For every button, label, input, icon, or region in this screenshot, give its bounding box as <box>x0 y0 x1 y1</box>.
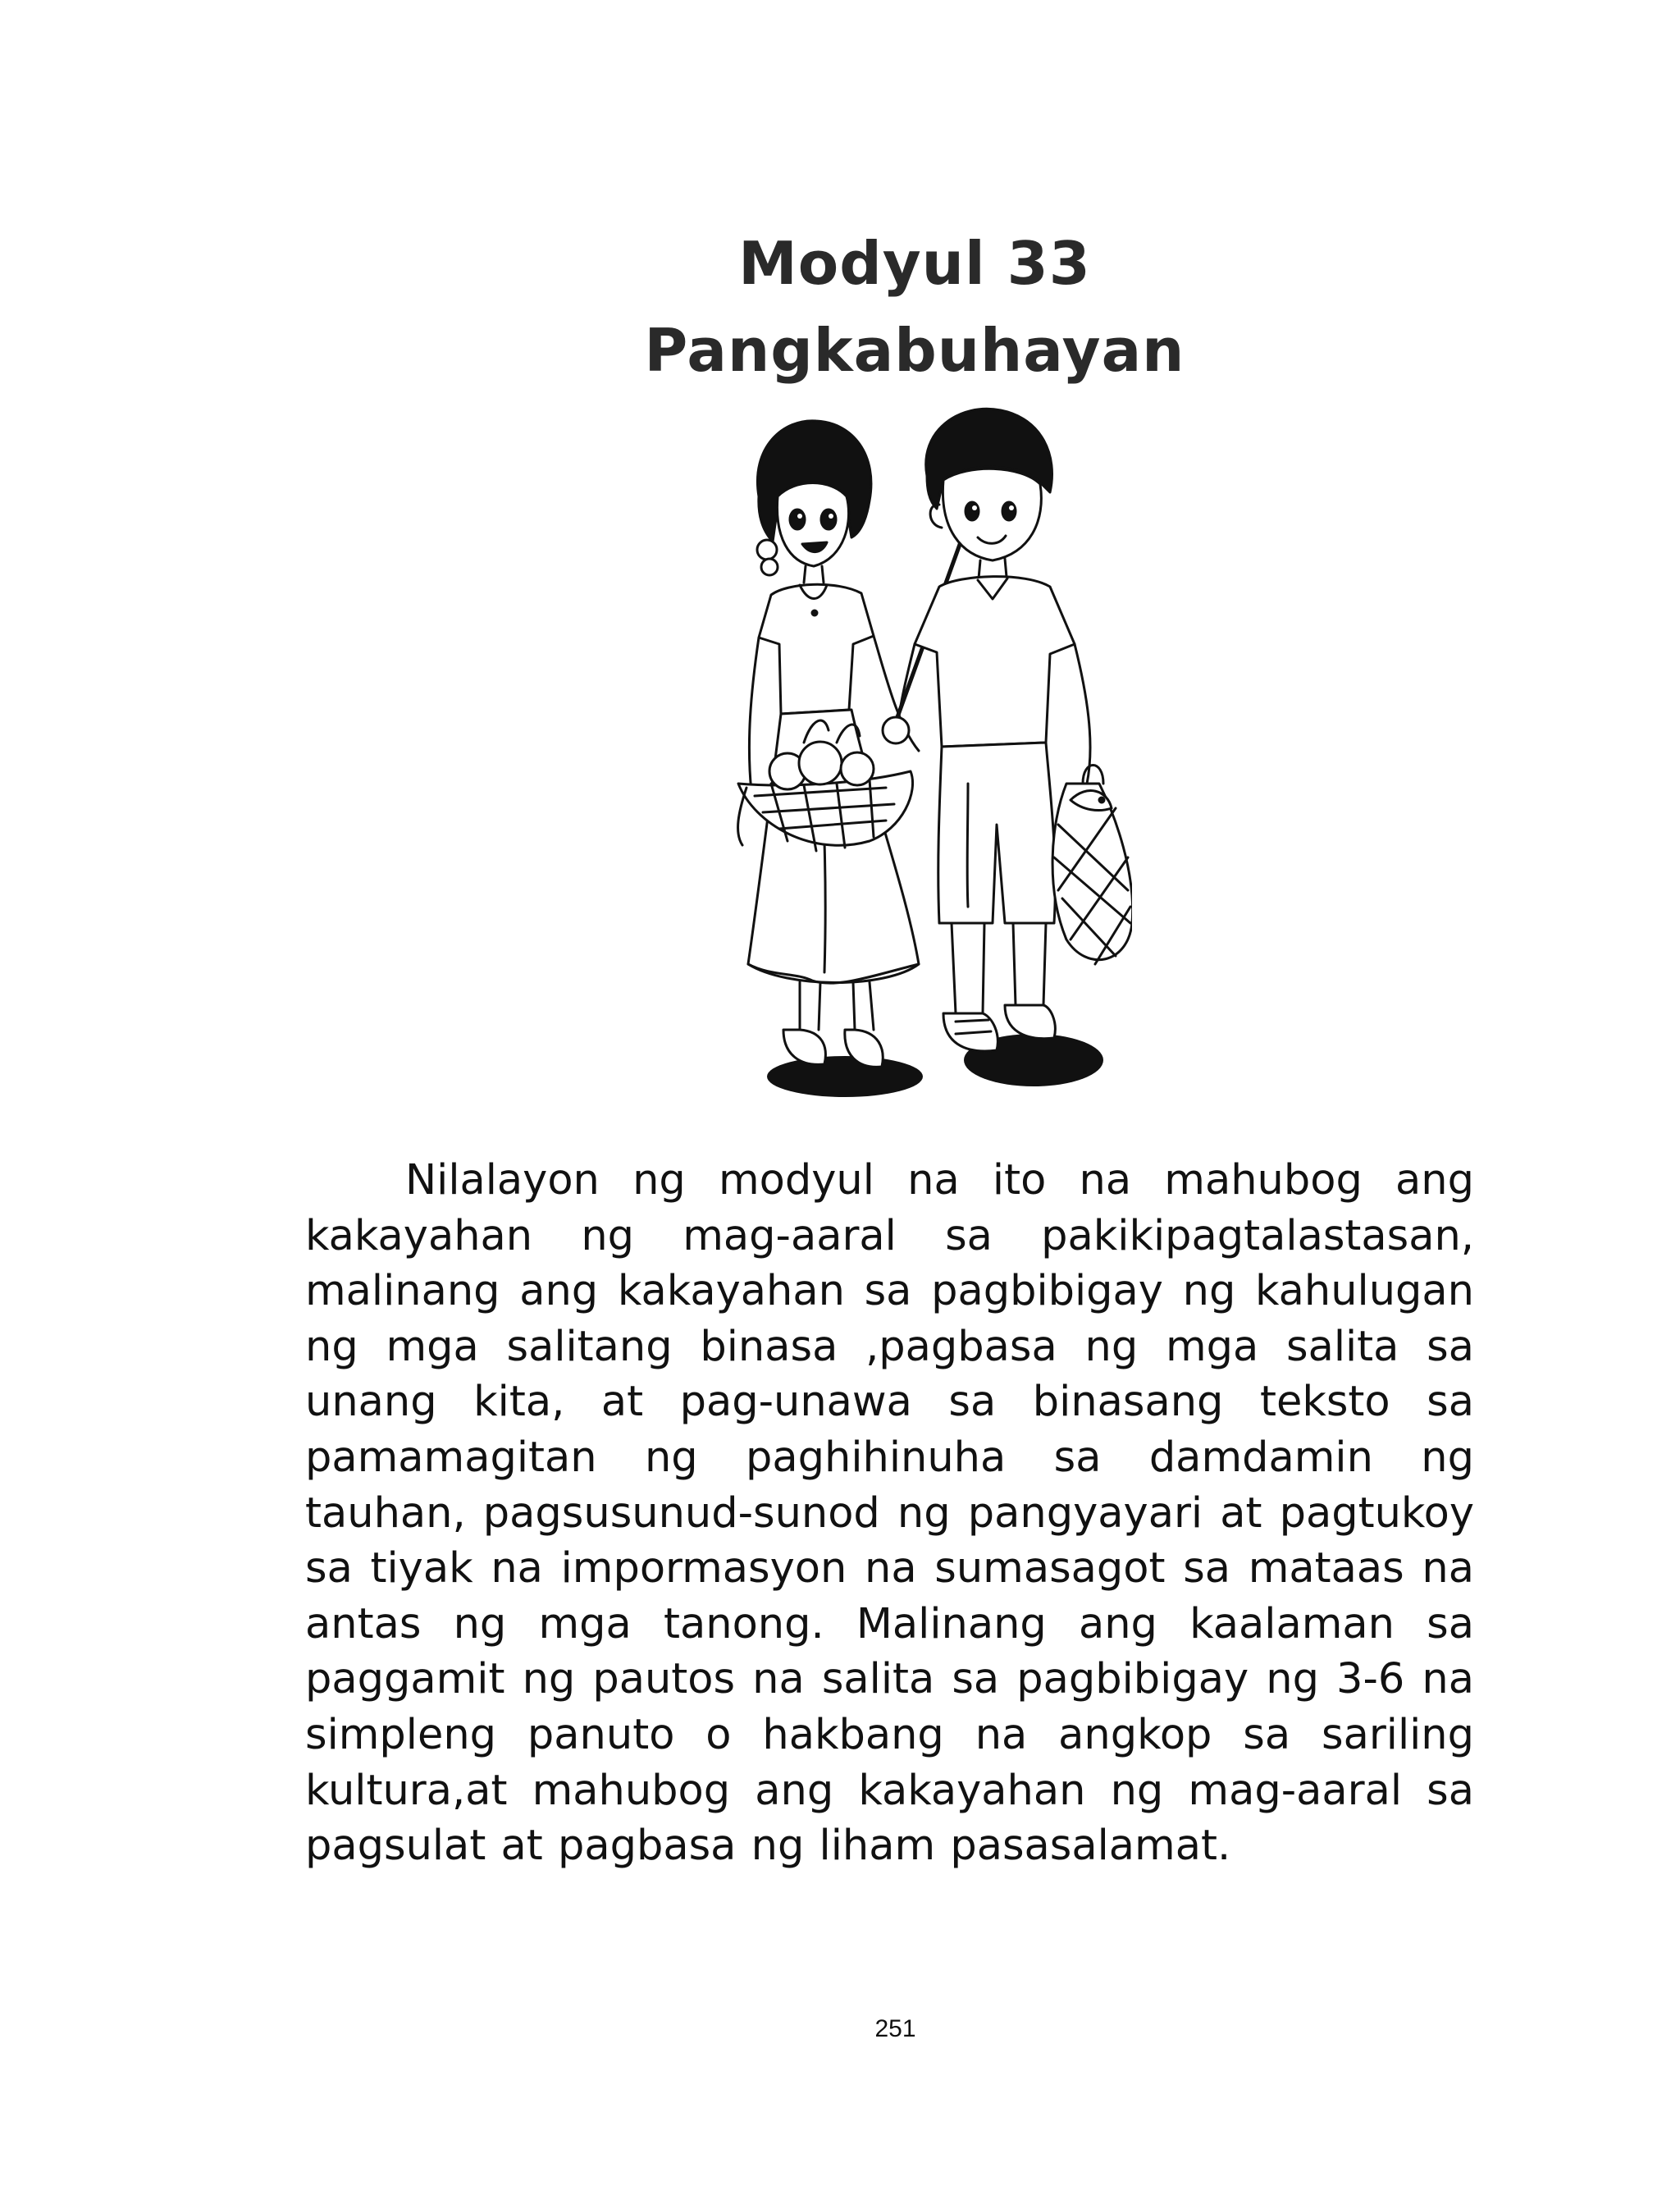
module-description: Nilalayon ng modyul na ito na mahubog ang kakayahan ng mag-aaral sa pakikipagtalastasan, malinang ang kakayahan sa pagbibigay ng kahulugan ng mga salitang binasa ,pagbasa ng mga salita sa unang kita, at pag-unawa sa binasang teksto sa pamamagitan ng paghihinuha sa damdamin ng tauhan, pagsusunud-sunod ng pangyayari at pagtukoy sa tiyak na impormasyon na sumasagot sa mataas na antas ng mga tanong. Malinang ang kaalaman sa paggamit ng pautos na salita sa pagbibigay ng 3-6 na simpleng panuto o hakbang na angkop sa sariling kultura,at mahubog ang kakayahan ng mag-aaral sa pagsulat at pagbasa ng liham pasasalamat. <box>305 1156 1474 1871</box>
title-block <box>574 220 1255 394</box>
module-title: Modyul 33 <box>738 229 1091 298</box>
page-number: 251 <box>874 2015 916 2042</box>
module-subtitle: Pangkabuhayan <box>644 316 1185 385</box>
children-illustration <box>722 398 1132 1104</box>
